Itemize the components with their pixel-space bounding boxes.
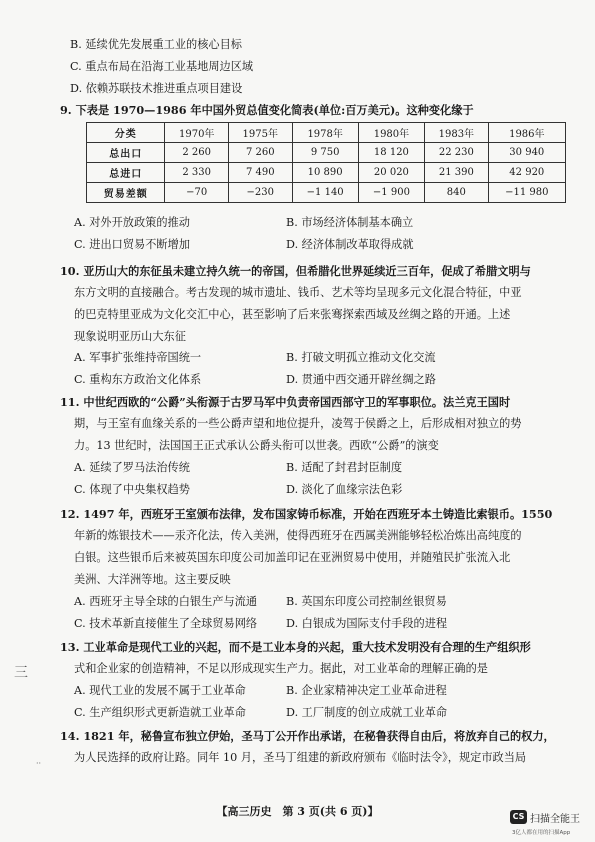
table-header-cell: 分类 [87,123,165,143]
watermark-name: 扫描全能王 [530,814,580,825]
option-d: D. 工厂制度的创立成就工业革命 [286,706,448,719]
table-cell: 2 260 [165,143,229,163]
table-cell: 总出口 [87,143,165,163]
table-cell: 2 330 [165,163,229,183]
table-cell: 10 890 [292,163,358,183]
question-12-line: 年新的炼银技术——汞齐化法，传入美洲，使得西班牙在西属美洲能够轻松冶炼出高纯度的 [74,529,522,542]
table-cell: 20 020 [358,163,424,183]
question-12-line: 美洲、大洋洲等地。这主要反映 [74,573,231,586]
option-c: C. 生产组织形式更新造就工业革命 [74,706,246,719]
table-cell: −11 980 [488,183,565,203]
question-13-options [74,684,554,728]
table-cell: 总进口 [87,163,165,183]
table-header-row [87,123,566,143]
option-a: A. 西班牙主导全球的白银生产与流通 [74,595,258,608]
table-header-cell: 1978年 [292,123,358,143]
question-10-line: 东方文明的直接融合。考古发现的城市遗址、钱币、艺术等均呈现多元文化混合特征，中亚 [74,286,522,299]
question-12-options [74,595,554,639]
table-cell: 贸易差额 [87,183,165,203]
option-prev-d: D. 依赖苏联技术推进重点项目建设 [70,82,243,95]
table-cell: 22 230 [425,143,489,163]
option-c: C. 体现了中央集权趋势 [74,483,190,496]
question-11-line: 力。13 世纪时，法国国王正式承认公爵头衔可以世袭。西欧“公爵”的演变 [74,439,439,452]
option-d: D. 贯通中西交通开辟丝绸之路 [286,373,436,386]
scan-speck: ·· [36,759,42,768]
table-header-cell: 1975年 [228,123,292,143]
table-cell: 7 490 [228,163,292,183]
question-11-line: 期，与王室有血缘关系的一些公爵声望和地位提升，凌驾于侯爵之上，后形成相对独立的势 [74,417,522,430]
option-d: D. 淡化了血缘宗法色彩 [286,483,403,496]
table-cell: −230 [228,183,292,203]
table-cell: 30 940 [488,143,565,163]
page-footer: 【高三历史 第 3 页(共 6 页)】 [216,805,379,818]
option-b: B. 英国东印度公司控制丝银贸易 [286,595,447,608]
table-row [87,143,566,163]
table-cell: 42 920 [488,163,565,183]
question-12-line: 白银。这些银币后来被英国东印度公司加盖印记在亚洲贸易中使用，并随殖民扩张流入北 [74,551,511,564]
question-10-line: 的巴克特里亚成为文化交汇中心，甚至影响了后来张骞探索西域及丝绸之路的开通。上述 [74,308,511,321]
question-10-line: 现象说明亚历山大东征 [74,330,186,343]
table-cell: −1 140 [292,183,358,203]
table-row [87,183,566,203]
watermark-subtitle: 3亿人都在用的扫描App [512,830,571,836]
option-c: C. 重构东方政治文化体系 [74,373,202,386]
option-prev-c: C. 重点布局在沿海工业基地周边区域 [70,60,254,73]
table-cell: −1 900 [358,183,424,203]
option-b: B. 适配了封君封臣制度 [286,461,403,474]
table-row [87,163,566,183]
table-cell: −70 [165,183,229,203]
camscanner-logo-icon: CS [510,810,527,824]
option-c: C. 技术革新直接催生了全球贸易网络 [74,617,258,630]
option-b: B. 市场经济体制基本确立 [286,216,414,229]
table-header-cell: 1983年 [425,123,489,143]
question-9-options [74,216,554,260]
question-14-line: 14. 1821 年，秘鲁宣布独立伊始，圣马丁公开作出承诺，在秘鲁获得自由后，将放弃自己的权力， [60,729,555,743]
option-d: D. 经济体制改革取得成就 [286,238,414,251]
table-cell: 840 [425,183,489,203]
table-cell: 21 390 [425,163,489,183]
trade-table [86,122,566,203]
table-header-cell: 1986年 [488,123,565,143]
question-12-line: 12. 1497 年，西班牙王室颁布法律，发布国家铸币标准，开始在西班牙本土铸造比索银币。1550 [60,507,553,521]
table-header-cell: 1970年 [165,123,229,143]
table-header-cell: 1980年 [358,123,424,143]
table-cell: 9 750 [292,143,358,163]
option-a: A. 军事扩张维持帝国统一 [74,351,202,364]
question-13-line: 式和企业家的创造精神，不足以形成现实生产力。据此，对工业革命的理解正确的是 [74,662,488,675]
question-10-options [74,351,554,395]
option-a: A. 延续了罗马法治传统 [74,461,190,474]
option-c: C. 进出口贸易不断增加 [74,238,190,251]
table-cell: 7 260 [228,143,292,163]
option-b: B. 打破文明孤立推动文化交流 [286,351,436,364]
table-cell: 18 120 [358,143,424,163]
question-11-line: 11. 中世纪西欧的“公爵”头衔源于古罗马军中负责帝国西部守卫的军事职位。法兰克王国时 [60,395,511,409]
question-14-line: 为人民选择的政府让路。同年 10 月，圣马丁组建的新政府颁布《临时法令》，规定市政当局 [74,751,527,764]
question-11-options [74,461,554,505]
option-a: A. 对外开放政策的推动 [74,216,190,229]
scanner-watermark [510,808,592,838]
question-13-line: 13. 工业革命是现代工业的兴起，而不是工业本身的兴起，重大技术发明没有合理的生产组织形 [60,640,531,654]
question-9-stem: 9. 下表是 1970—1986 年中国外贸总值变化简表(单位:百万美元)。这种变化缘于 [60,103,474,117]
option-d: D. 白银成为国际支付手段的进程 [286,617,448,630]
option-a: A. 现代工业的发展不属于工业革命 [74,684,246,697]
option-prev-b: B. 延续优先发展重工业的核心目标 [70,38,242,51]
margin-mark: 三 [14,665,28,681]
option-b: B. 企业家精神决定工业革命进程 [286,684,447,697]
question-10-line: 10. 亚历山大的东征虽未建立持久统一的帝国，但希腊化世界延续近三百年，促成了希腊文明与 [60,264,531,278]
